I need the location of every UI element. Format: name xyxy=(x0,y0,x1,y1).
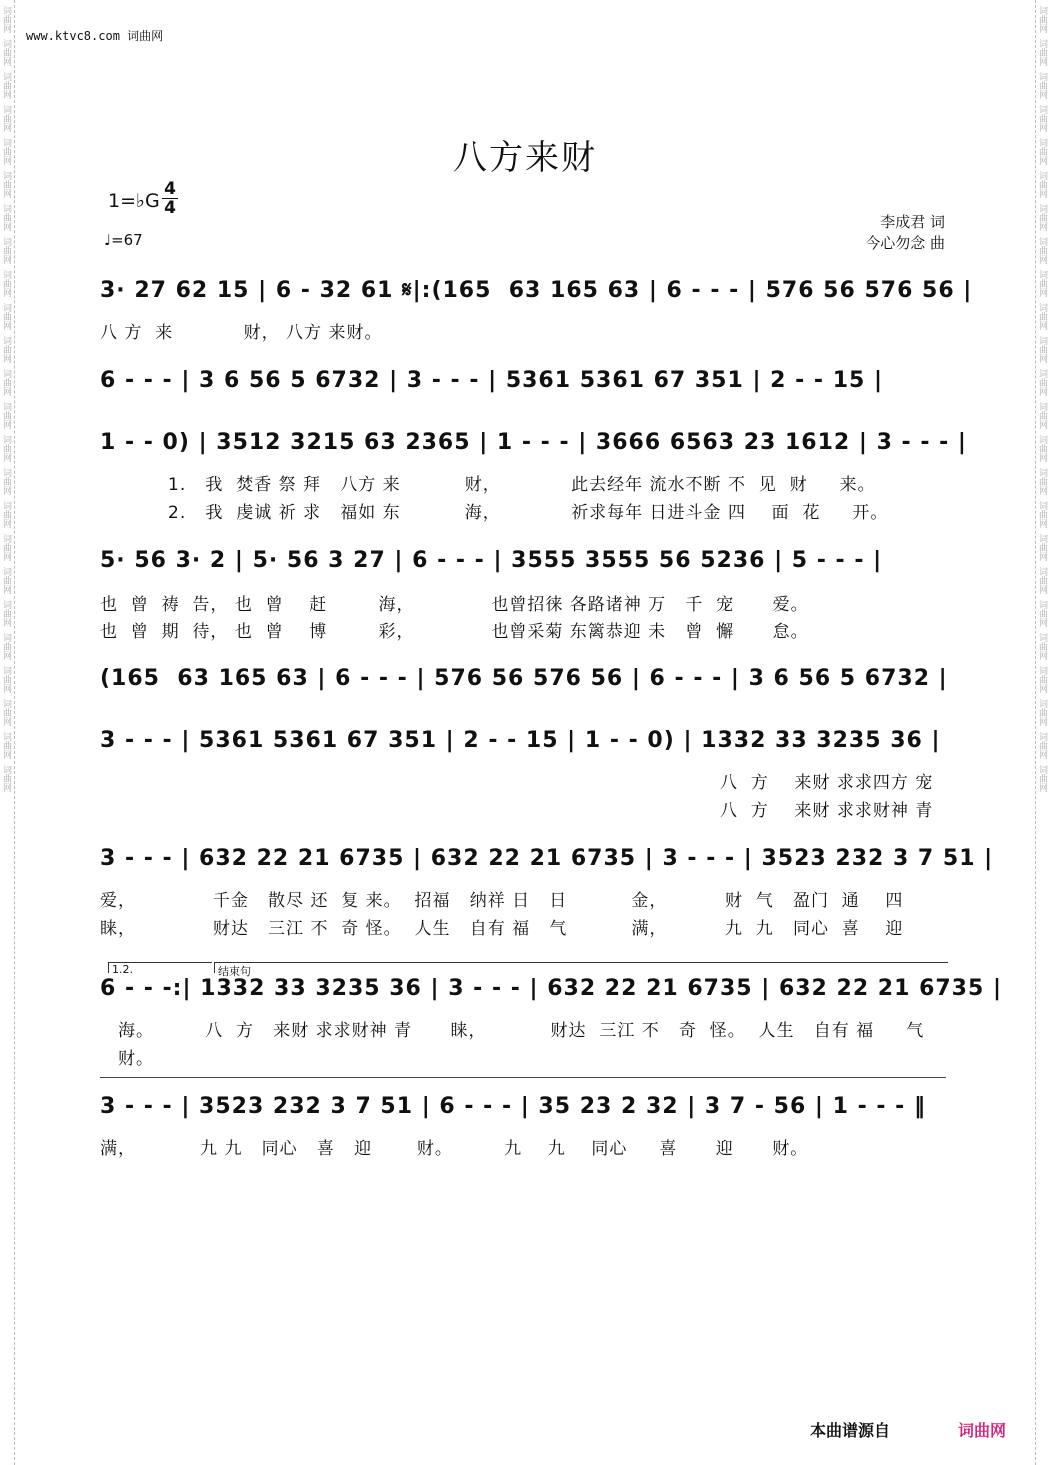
lyric-line: 海。 八 方 来财 求求财神 青 睐， 财达 三江 不 奇 怪。 人生 自有 福 气 xyxy=(118,1021,925,1041)
ending-bracket-line xyxy=(100,1077,946,1078)
watermark-text: 词曲网 xyxy=(1037,468,1047,495)
watermark-text: 词曲网 xyxy=(1037,171,1047,198)
watermark-text: 词曲网 xyxy=(1,435,11,462)
watermark-text: 词曲网 xyxy=(1,501,11,528)
time-sig-top: 4 xyxy=(164,179,176,199)
score-notes-line: 3 - - - | 3523 232 3 7 51 | 6 - - - | 35 23 2 32 | 3 7 - 56 | 1 - - - ‖ xyxy=(100,1094,926,1119)
watermark-text: 词曲网 xyxy=(1,105,11,132)
watermark-text: 词曲网 xyxy=(1,567,11,594)
lyric-line: 1. 我 焚香 祭 拜 八方 来 财， 此去经年 流水不断 不 见 财 来。 xyxy=(168,475,876,495)
watermark-text: 词曲网 xyxy=(1037,303,1047,330)
lyric-line: 2. 我 虔诚 祈 求 福如 东 海， 祈求每年 日进斗金 四 面 花 开。 xyxy=(168,503,889,523)
score-notes-line: 3 - - - | 5361 5361 67 351 | 2 - - 15 | 1 - - 0) | 1332 33 3235 36 | xyxy=(100,728,941,753)
footer-source-label: 本曲谱源自 xyxy=(810,1421,891,1440)
watermark-text: 词曲网 xyxy=(1,369,11,396)
watermark-text: 词曲网 xyxy=(1037,732,1047,759)
watermark-text: 词曲网 xyxy=(1,468,11,495)
lyric-line: 财。 xyxy=(118,1049,154,1069)
score-notes-line: 6 - - - | 3 6 56 5 6732 | 3 - - - | 5361 5361 67 351 | 2 - - 15 | xyxy=(100,368,884,393)
watermark-text: 词曲网 xyxy=(1037,765,1047,792)
time-sig-bottom: 4 xyxy=(162,198,178,217)
watermark-text: 词曲网 xyxy=(1037,435,1047,462)
left-watermark-strip xyxy=(0,0,15,1465)
watermark-text: 词曲网 xyxy=(1,600,11,627)
key-signature: 1=♭G xyxy=(108,190,160,212)
volta-first-ending: 1.2. xyxy=(108,962,212,973)
watermark-text: 词曲网 xyxy=(1,633,11,660)
watermark-text: 词曲网 xyxy=(1,204,11,231)
watermark-text: 词曲网 xyxy=(1,732,11,759)
watermark-text: 词曲网 xyxy=(1,765,11,792)
watermark-text: 词曲网 xyxy=(1,699,11,726)
score-notes-line: 5· 56 3· 2 | 5· 56 3 27 | 6 - - - | 3555 3555 56 5236 | 5 - - - | xyxy=(100,548,883,573)
watermark-text: 词曲网 xyxy=(1037,633,1047,660)
watermark-text: 词曲网 xyxy=(1,303,11,330)
watermark-text: 词曲网 xyxy=(1037,567,1047,594)
watermark-text: 词曲网 xyxy=(1037,6,1047,33)
score-notes-line: 1 - - 0) | 3512 3215 63 2365 | 1 - - - | 3666 6563 23 1612 | 3 - - - | xyxy=(100,430,967,455)
lyric-line: 八 方 来财 求求四方 宠 xyxy=(720,773,934,793)
tempo-marking: ♩=67 xyxy=(104,231,143,249)
watermark-text: 词曲网 xyxy=(1037,204,1047,231)
watermark-text: 词曲网 xyxy=(1037,237,1047,264)
time-signature xyxy=(162,180,178,217)
score-notes-line: 3· 27 62 15 | 6 - 32 61 𝄋|:(165 63 165 63 | 6 - - - | 576 56 576 56 | xyxy=(100,278,973,303)
score-notes-line: 6 - - -:| 1332 33 3235 36 | 3 - - - | 632 22 21 6735 | 632 22 21 6735 | xyxy=(100,976,1002,1001)
watermark-text: 词曲网 xyxy=(1037,501,1047,528)
score-notes-line: (165 63 165 63 | 6 - - - | 576 56 576 56 | 6 - - - | 3 6 56 5 6732 | xyxy=(100,666,948,691)
watermark-text: 词曲网 xyxy=(1,336,11,363)
watermark-text: 词曲网 xyxy=(1,72,11,99)
watermark-text: 词曲网 xyxy=(1037,72,1047,99)
watermark-text: 词曲网 xyxy=(1,534,11,561)
score-notes-line: 3 - - - | 632 22 21 6735 | 632 22 21 6735 | 3 - - - | 3523 232 3 7 51 | xyxy=(100,846,994,871)
lyric-line: 满， 九 九 同心 喜 迎 财。 九 九 同心 喜 迎 财。 xyxy=(100,1139,809,1159)
watermark-text: 词曲网 xyxy=(1037,39,1047,66)
lyricist: 李成君 词 xyxy=(880,213,945,231)
watermark-text: 词曲网 xyxy=(1037,270,1047,297)
watermark-text: 词曲网 xyxy=(1,270,11,297)
lyric-line: 睐， 财达 三江 不 奇 怪。 人生 自有 福 气 满， 九 九 同心 喜 迎 xyxy=(100,919,904,939)
watermark-text: 词曲网 xyxy=(1,237,11,264)
watermark-text: 词曲网 xyxy=(1037,369,1047,396)
lyric-line: 也 曾 祷 告， 也 曾 赶 海， 也曾招徕 各路诸神 万 千 宠 爱。 xyxy=(100,595,809,615)
watermark-text: 词曲网 xyxy=(1037,402,1047,429)
volta-ending-phrase: 结束句 xyxy=(214,962,948,973)
watermark-text: 词曲网 xyxy=(1037,105,1047,132)
credits xyxy=(865,212,945,254)
watermark-text: 词曲网 xyxy=(1,138,11,165)
footer-brand-link[interactable]: 词曲网 xyxy=(958,1421,1007,1440)
watermark-text: 词曲网 xyxy=(1037,666,1047,693)
watermark-text: 词曲网 xyxy=(1037,138,1047,165)
watermark-text: 词曲网 xyxy=(1,171,11,198)
watermark-text: 词曲网 xyxy=(1,39,11,66)
watermark-text: 词曲网 xyxy=(1,402,11,429)
lyric-line: 八 方 来财 求求财神 青 xyxy=(720,801,934,821)
composer: 今心勿念 曲 xyxy=(865,234,945,252)
watermark-text: 词曲网 xyxy=(1037,600,1047,627)
lyric-line: 也 曾 期 待， 也 曾 博 彩， 也曾采菊 东篱恭迎 未 曾 懈 怠。 xyxy=(100,622,809,642)
watermark-text: 词曲网 xyxy=(1,6,11,33)
watermark-text: 词曲网 xyxy=(1037,534,1047,561)
source-url[interactable]: www.ktvc8.com 词曲网 xyxy=(26,29,164,43)
watermark-text: 词曲网 xyxy=(1037,699,1047,726)
lyric-line: 爱， 千金 散尽 还 复 来。 招福 纳祥 日 日 金， 财 气 盈门 通 四 xyxy=(100,891,904,911)
watermark-text: 词曲网 xyxy=(1037,336,1047,363)
right-watermark-strip xyxy=(1035,0,1050,1465)
watermark-text: 词曲网 xyxy=(1,666,11,693)
lyric-line: 八 方 来 财， 八方 来财。 xyxy=(100,323,383,343)
song-title: 八方来财 xyxy=(453,138,597,178)
